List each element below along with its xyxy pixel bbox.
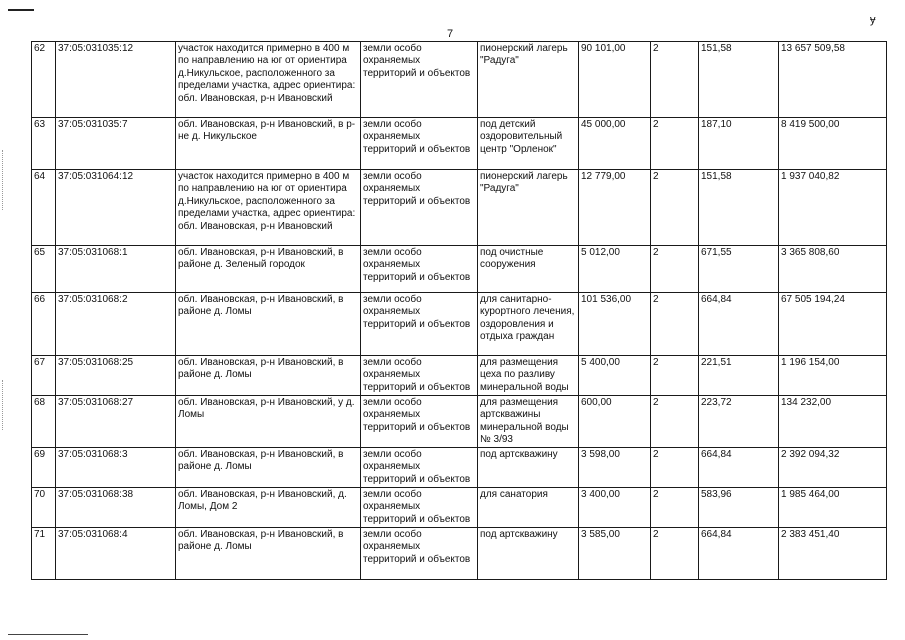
cadastral-number: 37:05:031068:25: [56, 356, 176, 396]
specific-value: 664,84: [699, 293, 779, 356]
permitted-use: для размещения цеха по разливу минеральной воды: [478, 356, 579, 396]
specific-value: 187,10: [699, 118, 779, 170]
cadastral-number: 37:05:031035:12: [56, 42, 176, 118]
row-number: 62: [32, 42, 56, 118]
permitted-use: пионерский лагерь "Радуга": [478, 170, 579, 246]
land-plots-table: [31, 41, 887, 580]
group: 2: [651, 488, 699, 528]
location: обл. Ивановская, р-н Ивановский, в районе д. Ломы: [176, 448, 361, 488]
cadastral-value: 134 232,00: [779, 396, 887, 448]
location: обл. Ивановская, р-н Ивановский, в районе д. Ломы: [176, 356, 361, 396]
land-category: земли особо охраняемых территорий и объектов: [361, 528, 478, 580]
land-category: земли особо охраняемых территорий и объектов: [361, 246, 478, 293]
row-number: 68: [32, 396, 56, 448]
table-row: [32, 118, 887, 170]
permitted-use: под артскважину: [478, 528, 579, 580]
area: 101 536,00: [579, 293, 651, 356]
area: 3 598,00: [579, 448, 651, 488]
group: 2: [651, 246, 699, 293]
group: 2: [651, 448, 699, 488]
area: 5 012,00: [579, 246, 651, 293]
location: обл. Ивановская, р-н Ивановский, у д. Ломы: [176, 396, 361, 448]
table-body: [32, 42, 887, 580]
location: обл. Ивановская, р-н Ивановский, в р-не д. Никульское: [176, 118, 361, 170]
location: участок находится примерно в 400 м по направлению на юг от ориентира д.Никульское, расположенного за пределами участка, адрес ориентира: обл. Ивановская, р-н Ивановский: [176, 170, 361, 246]
permitted-use: для санитарно-курортного лечения, оздоровления и отдыха граждан: [478, 293, 579, 356]
table-row: [32, 246, 887, 293]
area: 600,00: [579, 396, 651, 448]
table-row: [32, 396, 887, 448]
permitted-use: пионерский лагерь "Радуга": [478, 42, 579, 118]
area: 45 000,00: [579, 118, 651, 170]
location: обл. Ивановская, р-н Ивановский, в районе д. Ломы: [176, 528, 361, 580]
group: 2: [651, 356, 699, 396]
row-number: 71: [32, 528, 56, 580]
permitted-use: под артскважину: [478, 448, 579, 488]
group: 2: [651, 528, 699, 580]
row-number: 67: [32, 356, 56, 396]
cadastral-value: 2 392 094,32: [779, 448, 887, 488]
land-category: земли особо охраняемых территорий и объектов: [361, 42, 478, 118]
specific-value: 223,72: [699, 396, 779, 448]
cadastral-number: 37:05:031068:2: [56, 293, 176, 356]
row-number: 69: [32, 448, 56, 488]
table-row: [32, 356, 887, 396]
area: 5 400,00: [579, 356, 651, 396]
land-category: земли особо охраняемых территорий и объектов: [361, 293, 478, 356]
cadastral-value: 3 365 808,60: [779, 246, 887, 293]
location: участок находится примерно в 400 м по направлению на юг от ориентира д.Никульское, расположенного за пределами участка, адрес ориентира: обл. Ивановская, р-н Ивановский: [176, 42, 361, 118]
area: 12 779,00: [579, 170, 651, 246]
permitted-use: для размещения артскважины минеральной воды № 3/93: [478, 396, 579, 448]
row-number: 70: [32, 488, 56, 528]
table-row: [32, 448, 887, 488]
scan-speckle: [2, 380, 4, 430]
permitted-use: для санатория: [478, 488, 579, 528]
group: 2: [651, 42, 699, 118]
scan-mark-top: [8, 9, 34, 11]
land-category: земли особо охраняемых территорий и объектов: [361, 396, 478, 448]
scan-mark-bottom: [8, 634, 88, 635]
cadastral-value: 2 383 451,40: [779, 528, 887, 580]
location: обл. Ивановская, р-н Ивановский, д. Ломы, Дом 2: [176, 488, 361, 528]
cadastral-number: 37:05:031068:38: [56, 488, 176, 528]
cadastral-number: 37:05:031035:7: [56, 118, 176, 170]
group: 2: [651, 293, 699, 356]
corner-mark: ɏ: [870, 14, 876, 26]
area: 90 101,00: [579, 42, 651, 118]
specific-value: 151,58: [699, 42, 779, 118]
row-number: 66: [32, 293, 56, 356]
row-number: 64: [32, 170, 56, 246]
specific-value: 583,96: [699, 488, 779, 528]
cadastral-number: 37:05:031064:12: [56, 170, 176, 246]
scan-speckle: [2, 150, 4, 210]
cadastral-number: 37:05:031068:27: [56, 396, 176, 448]
location: обл. Ивановская, р-н Ивановский, в районе д. Зеленый городок: [176, 246, 361, 293]
specific-value: 221,51: [699, 356, 779, 396]
cadastral-value: 8 419 500,00: [779, 118, 887, 170]
table-row: [32, 42, 887, 118]
row-number: 65: [32, 246, 56, 293]
specific-value: 664,84: [699, 528, 779, 580]
location: обл. Ивановская, р-н Ивановский, в районе д. Ломы: [176, 293, 361, 356]
land-category: земли особо охраняемых территорий и объектов: [361, 356, 478, 396]
cadastral-number: 37:05:031068:3: [56, 448, 176, 488]
land-category: земли особо охраняемых территорий и объектов: [361, 448, 478, 488]
land-category: земли особо охраняемых территорий и объектов: [361, 488, 478, 528]
group: 2: [651, 118, 699, 170]
page-number: 7: [447, 28, 454, 40]
table-row: [32, 293, 887, 356]
land-category: земли особо охраняемых территорий и объектов: [361, 170, 478, 246]
specific-value: 664,84: [699, 448, 779, 488]
group: 2: [651, 396, 699, 448]
cadastral-value: 1 937 040,82: [779, 170, 887, 246]
permitted-use: под детский оздоровительный центр "Орленок": [478, 118, 579, 170]
cadastral-value: 1 985 464,00: [779, 488, 887, 528]
area: 3 585,00: [579, 528, 651, 580]
specific-value: 151,58: [699, 170, 779, 246]
permitted-use: под очистные сооружения: [478, 246, 579, 293]
cadastral-value: 67 505 194,24: [779, 293, 887, 356]
land-category: земли особо охраняемых территорий и объектов: [361, 118, 478, 170]
cadastral-number: 37:05:031068:1: [56, 246, 176, 293]
table-row: [32, 528, 887, 580]
cadastral-number: 37:05:031068:4: [56, 528, 176, 580]
table-row: [32, 488, 887, 528]
area: 3 400,00: [579, 488, 651, 528]
row-number: 63: [32, 118, 56, 170]
group: 2: [651, 170, 699, 246]
specific-value: 671,55: [699, 246, 779, 293]
cadastral-value: 13 657 509,58: [779, 42, 887, 118]
table-row: [32, 170, 887, 246]
cadastral-value: 1 196 154,00: [779, 356, 887, 396]
